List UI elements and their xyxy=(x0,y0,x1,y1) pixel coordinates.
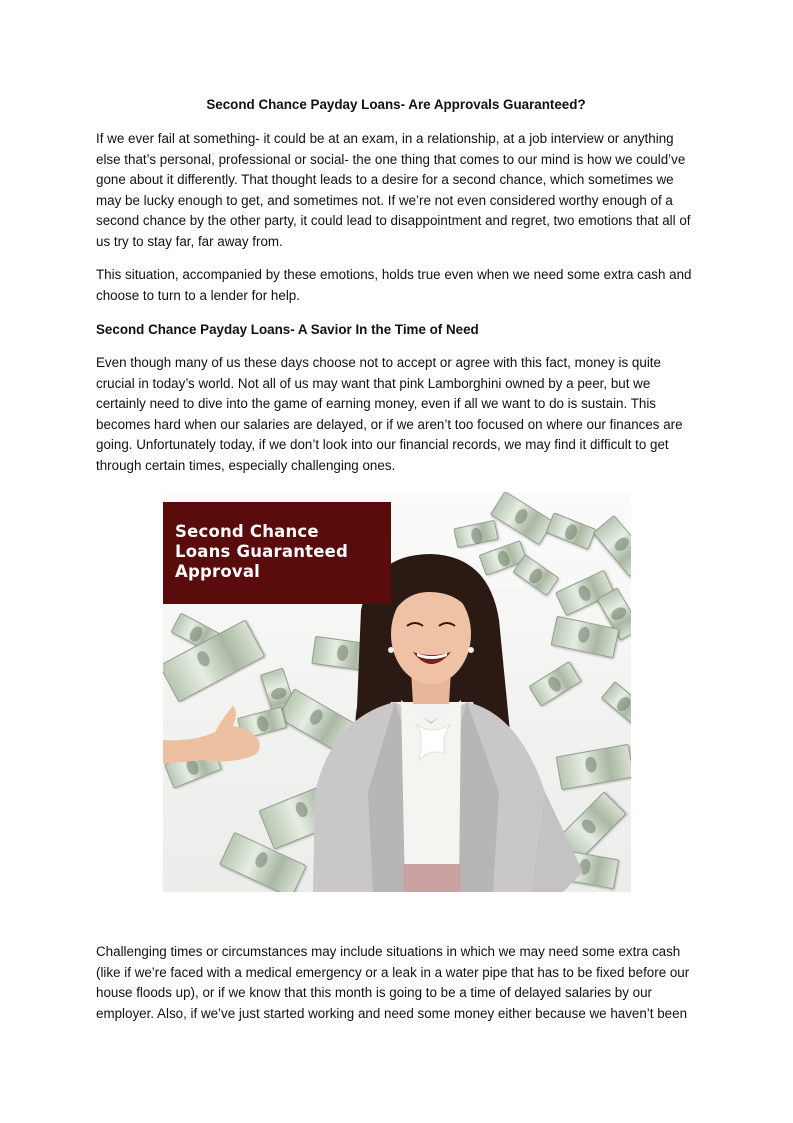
paragraph-intro: If we ever fail at something- it could be at an exam, in a relationship, at a job interview or anything else that’s personal, professional or social- the one thing that comes to our mind is how we could’ve gone about it differently. That thought leads to a desire for a second chance, which sometimes we may be lucky enough to get, and sometimes not. If we’re not even considered worthy enough of a second chance by the other party, it could lead to disappointment and regret, two emotions that all of us try to stay far, far away from. xyxy=(96,131,691,249)
banner-line-1: Second Chance xyxy=(175,522,319,541)
banner-line-3: Approval xyxy=(175,562,261,581)
section-heading: Second Chance Payday Loans- A Savior In the Time of Need xyxy=(96,322,479,337)
banner-line-2: Loans Guaranteed xyxy=(175,542,349,561)
paragraph-challenging: Challenging times or circumstances may include situations in which we may need some extra cash (like if we’re faced with a medical emergency or a leak in a water pipe that has to be fixed before our house floods up), or if we know that this month is going to be a time of delayed salaries by our employer. Also, if we’ve just started working and need some money either because we haven’t been xyxy=(96,944,690,1021)
article-image xyxy=(163,492,631,892)
paragraph-situation: This situation, accompanied by these emotions, holds true even when we need some extra cash and choose to turn to a lender for help. xyxy=(96,267,692,303)
image-banner xyxy=(163,502,391,604)
document-title: Second Chance Payday Loans- Are Approvals Guaranteed? xyxy=(206,97,586,112)
paragraph-money: Even though many of us these days choose not to accept or agree with this fact, money is quite crucial in today’s world. Not all of us may want that pink Lamborghini owned by a peer, but we certainly need to dive into the game of earning money, even if all we want to do is sustain. This becomes hard when our salaries are delayed, or if we aren’t too focused on where our finances are going. Unfortunately today, if we don’t look into our financial records, we may find it difficult to get through certain times, especially challenging ones. xyxy=(96,355,683,473)
